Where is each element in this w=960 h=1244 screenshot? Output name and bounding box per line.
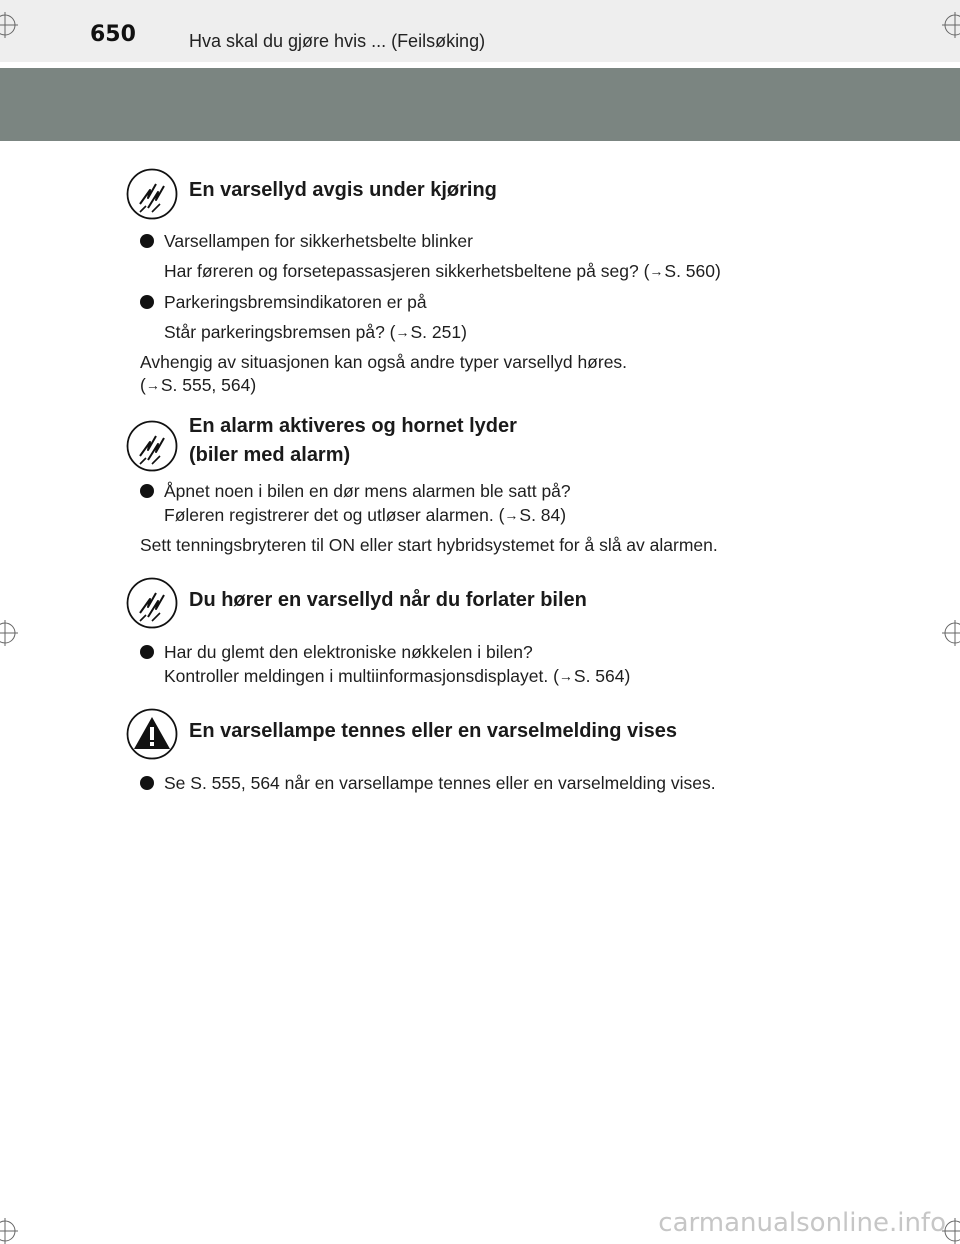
fault-bolt-icon [126,420,178,472]
section-title: En varsellampe tennes eller en varselmelding vises [189,720,678,742]
bullet-icon [140,776,154,790]
bullet-detail [164,503,566,528]
page-ref-link[interactable]: S. 84) [519,505,567,525]
crop-mark-icon [0,12,18,38]
section-title: En varsellyd avgis under kjøring [189,179,497,201]
bullet-detail [164,664,630,689]
bullet-text: Se S. 555, 564 når en varsellampe tennes eller en varselmelding vises. [164,773,716,793]
section-title: En alarm aktiveres og hornet lyder [189,415,517,437]
chapter-title: Hva skal du gjøre hvis ... (Feilsøking) [189,31,486,51]
crop-mark-icon [942,12,960,38]
section-banner [0,68,960,141]
bullet-icon [140,234,154,248]
ref-arrow-icon: → [504,507,519,523]
note-text: Avhengig av situasjonen kan også andre typer varsellyd høres. [140,352,628,372]
bullet-icon [140,295,154,309]
crop-mark-icon [0,620,18,646]
fault-bolt-icon [126,577,178,629]
detail-text: ( [140,375,146,395]
detail-text: Føleren registrerer det og utløser alarmen. ( [164,505,505,525]
bullet-icon [140,645,154,659]
note-ref [140,373,256,398]
crop-mark-icon [0,1218,18,1244]
bullet-text: Åpnet noen i bilen en dør mens alarmen ble satt på? [164,481,571,501]
bullet-detail [164,259,721,284]
bullet-text: Har du glemt den elektroniske nøkkelen i bilen? [164,642,533,662]
page-number: 650 [90,22,136,47]
detail-text: Har føreren og forsetepassasjeren sikkerhetsbeltene på seg? ( [164,261,650,281]
note-text: Sett tenningsbryteren til ON eller start hybridsystemet for å slå av alarmen. [140,535,718,555]
detail-text: Står parkeringsbremsen på? ( [164,322,396,342]
page-ref-link[interactable]: S. 564) [573,666,631,686]
page-ref-link[interactable]: S. 251) [410,322,467,342]
page-ref-link[interactable]: S. 555, 564) [160,375,257,395]
bullet-detail [164,320,467,345]
ref-arrow-icon: → [649,263,664,279]
section-title-line2: (biler med alarm) [189,444,351,466]
ref-arrow-icon: → [395,324,410,340]
bullet-text: Parkeringsbremsindikatoren er på [164,292,427,312]
warning-triangle-icon [126,708,178,760]
ref-arrow-icon: → [558,668,573,684]
detail-text: Kontroller meldingen i multiinformasjonsdisplayet. ( [164,666,559,686]
section-title: Du hører en varsellyd når du forlater bilen [189,589,587,611]
crop-mark-icon [942,620,960,646]
fault-bolt-icon [126,168,178,220]
ref-arrow-icon: → [145,377,160,393]
bullet-text: Varsellampen for sikkerhetsbelte blinker [164,231,473,251]
bullet-icon [140,484,154,498]
watermark: carmanualsonline.info [658,1208,946,1238]
page-ref-link[interactable]: S. 560) [664,261,721,281]
